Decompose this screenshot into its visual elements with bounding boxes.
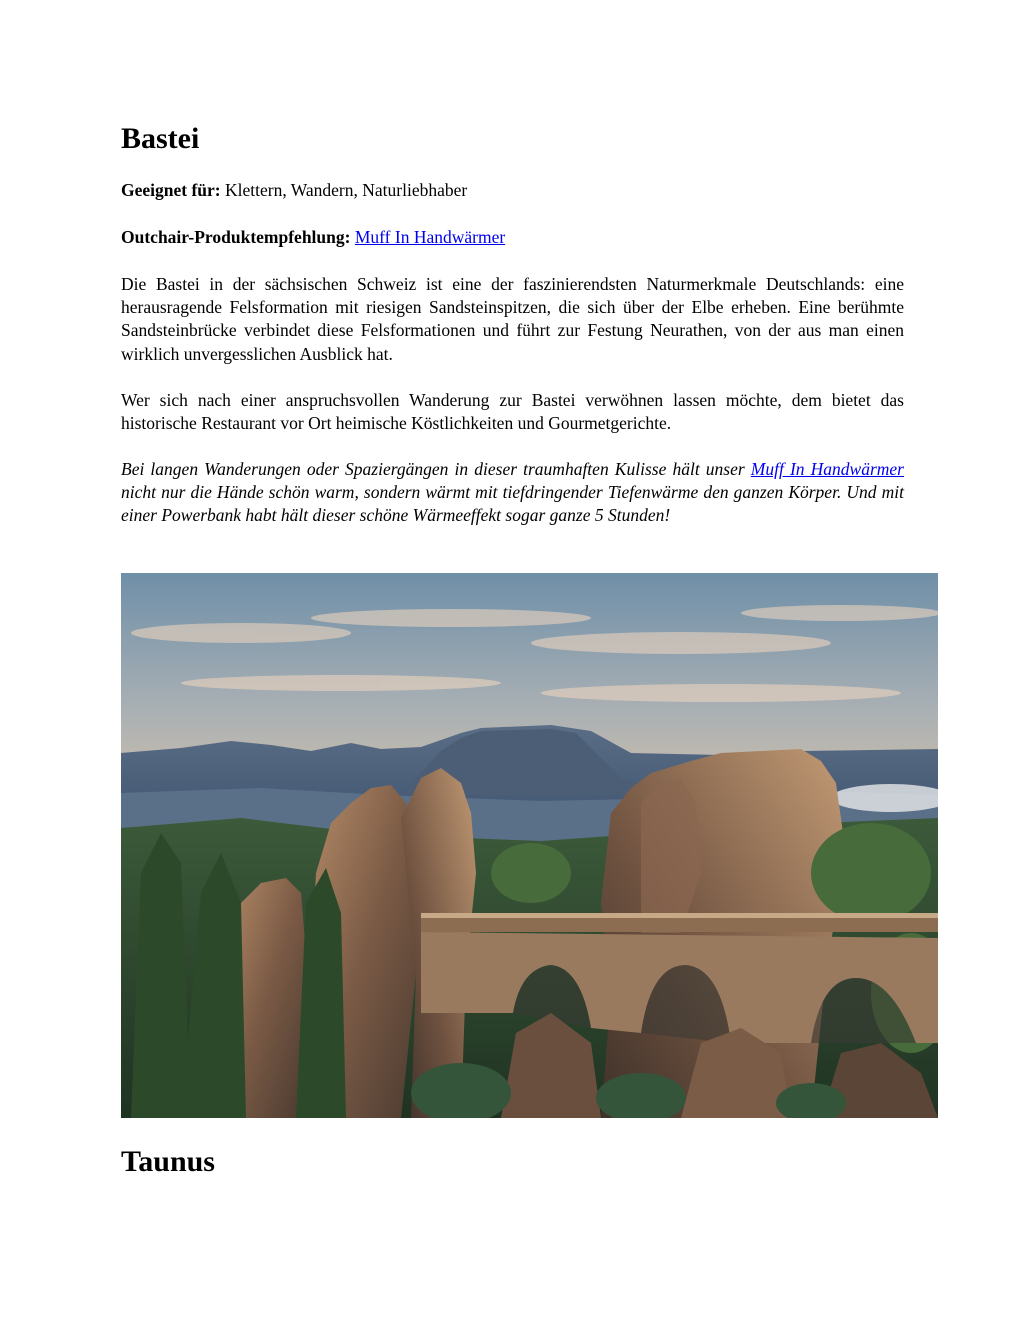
section-heading-taunus: Taunus	[121, 1145, 215, 1178]
section-heading-bastei: Bastei	[121, 122, 200, 155]
product-tip-link[interactable]: Muff In Handwärmer	[750, 459, 904, 479]
suitable-for-line	[121, 179, 467, 202]
suitable-for-value: Klettern, Wandern, Naturliebhaber	[220, 180, 468, 200]
product-recommendation-link[interactable]: Muff In Handwärmer	[354, 227, 506, 247]
bastei-bridge-photo	[121, 573, 938, 1118]
product-recommendation-label: Outchair-Produktempfehlung:	[121, 227, 351, 247]
product-tip-text-after: nicht nur die Hände schön warm, sondern wärmt mit tiefdringender Tiefenwärme den ganzen Körper. Und mit einer Powerbank habt hält dieser schöne Wärmeeffekt sogar ganze 5 Stunden!	[121, 482, 904, 526]
paragraph-product-tip	[121, 458, 904, 528]
paragraph-restaurant: Wer sich nach einer anspruchsvollen Wanderung zur Bastei verwöhnen lassen möchte, dem bietet das historische Restaurant vor Ort heimische Köstlichkeiten und Gourmetgerichte.	[121, 390, 904, 434]
paragraph-bastei-description: Die Bastei in der sächsischen Schweiz ist eine der faszinierendsten Naturmerkmale Deutschlands: eine herausragende Felsformation mit riesigen Sandsteinspitzen, die sich über der Elbe erheben. Eine berühmte Sandsteinbrücke verbindet diese Felsformationen und führt zur Festung Neurathen, von der aus man einen wirklich unvergesslichen Ausblick hat.	[121, 274, 904, 364]
suitable-for-label: Geeignet für:	[121, 180, 221, 200]
product-tip-text-before: Bei langen Wanderungen oder Spaziergängen in dieser traumhaften Kulisse hält unser	[121, 459, 751, 479]
product-recommendation-line	[121, 226, 505, 249]
